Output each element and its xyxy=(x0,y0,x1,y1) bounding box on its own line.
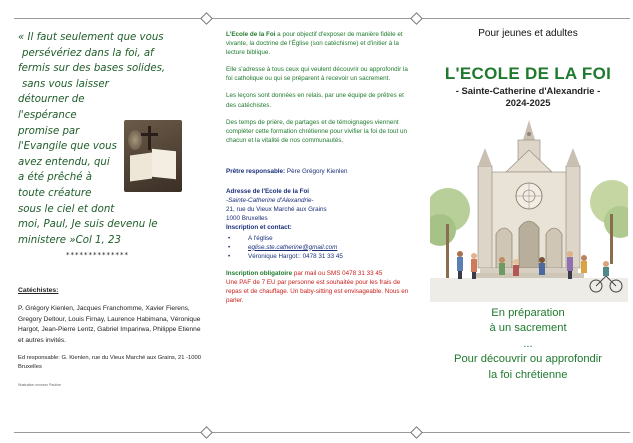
top-rule-middle xyxy=(212,18,416,19)
paf-text: Une PAF de 7 EU par personne est souhaitée pour les frais de repas et de chauffage. Un baby-sitting est envisageable. Nous en parler. xyxy=(226,278,409,305)
contact-heading: Inscription et contact: xyxy=(226,224,292,232)
quote-line: l'espérance xyxy=(18,109,77,121)
bottom-rule-left xyxy=(14,432,206,433)
quote-line: « Il faut seulement que vous xyxy=(18,32,164,43)
intro-bold: L'Ecole de la Foi xyxy=(226,31,276,38)
intro-text: a pour objectif d'exposer de manière fidèle et vivante, la doctrine de l'Église (son catéchisme) et d'initier à la lecture biblique. xyxy=(226,31,403,57)
prep-line: Pour découvrir ou approfondir xyxy=(453,353,602,366)
priest-label: Prêtre responsable: xyxy=(226,167,286,175)
parish-subtitle: - Sainte-Catherine d'Alexandrie - xyxy=(455,85,601,96)
address-line-2: 21, rue du Vieux Marché aux Grains xyxy=(226,206,327,214)
quote-line: sous le ciel et dont xyxy=(18,203,115,215)
bible-photo xyxy=(124,120,182,192)
priest-name: Père Grégory Kienlen xyxy=(285,167,348,175)
stars-divider: ************** xyxy=(66,251,129,260)
registration-bold: Inscription obligatoire xyxy=(226,269,293,277)
address-line-3: 1000 Bruxelles xyxy=(226,215,268,223)
cross-bar xyxy=(141,133,158,136)
right-panel xyxy=(428,30,628,429)
lessons-paragraph: Les leçons sont données en relais, par une équipe de prêtres et des catéchistes. xyxy=(226,92,404,109)
glass-shape xyxy=(128,130,142,150)
registration-line xyxy=(226,269,414,278)
illustration-credit: Illustration xxxxxxx Pauline xyxy=(18,383,61,388)
contact-phone: • Véronique Hargot:: 0478 31 33 45 xyxy=(226,252,414,261)
prep-line: En préparation xyxy=(491,307,565,319)
audience-tagline: Pour jeunes et adultes xyxy=(478,28,578,39)
brochure-title: L'ECOLE DE LA FOI xyxy=(444,64,612,83)
registration-block xyxy=(226,269,414,305)
top-rule-right xyxy=(422,18,630,19)
catechists-block xyxy=(18,286,204,390)
contact-email-link[interactable]: • eglise.ste.catherine@gmail.com xyxy=(226,243,414,252)
contact-list xyxy=(226,234,414,261)
cross-icon xyxy=(148,126,151,150)
quote-line: toute créature xyxy=(18,187,92,199)
top-rule-left xyxy=(14,18,206,19)
bottom-rule-right xyxy=(422,432,630,433)
fold-marker-top-2 xyxy=(410,12,423,25)
quote-line: fermis sur des bases solides, xyxy=(18,63,166,75)
quote-line: sans vous laisser xyxy=(22,78,109,90)
prep-line: à un sacrement xyxy=(489,322,567,335)
quote-line: avez entendu, qui xyxy=(18,156,110,168)
preparation-text xyxy=(428,306,628,383)
address-heading: Adresse de l'Ecole de la Foi xyxy=(226,188,310,196)
intro-paragraph xyxy=(226,30,414,57)
prep-line: la foi chrétienne xyxy=(488,368,568,381)
catechists-list: P. Grégory Kienlen, Jacques Franchomme, Xavier Fierens, Gregory Deltour, Louis Firnay, Laurence Habimana, Véronique Hargot, Jean-Pierre Lentz, Gabriel Imparirwa, Philippe Etienne et autres invités. xyxy=(18,305,201,344)
editor-responsible: Ed responsable: G. Kienlen, rue du Vieux Marché aux Grains, 21 -1000 Bruxelles xyxy=(18,355,201,371)
quote-line: ministere »Col 1, 23 xyxy=(18,234,121,246)
bible-page-left xyxy=(130,152,152,181)
quote-line: promise par xyxy=(18,125,80,137)
bottom-rule-middle xyxy=(212,432,416,433)
bible-page-right xyxy=(152,149,176,180)
address-block xyxy=(226,187,414,261)
priest-line xyxy=(226,167,414,176)
quote-line: moi, Paul, Je suis devenu le xyxy=(18,219,158,231)
quote-line: persévériez dans la foi, af xyxy=(22,47,154,59)
contact-church: • A l'église xyxy=(226,234,414,243)
prep-line: ... xyxy=(523,337,533,350)
registration-text: par mail ou SMS 0478 31 33 45 xyxy=(292,269,383,277)
audience-paragraph: Elle s'adresse à tous ceux qui veulent découvrir ou approfondir la foi catholique ou qui se préparent à recevoir un sacrement. xyxy=(226,66,408,83)
middle-panel xyxy=(226,30,414,429)
left-panel xyxy=(18,30,204,429)
prayer-paragraph: Des temps de prière, de partages et de témoignages viennent compléter cette formation chrétienne pour vivifier la foi de tout un chacun et la vitalité de nos communautés. xyxy=(226,118,407,144)
fold-marker-top-1 xyxy=(200,12,213,25)
year-subtitle: 2024-2025 xyxy=(505,97,551,108)
quote-line: l'Evangile que vous xyxy=(18,141,117,153)
quote-line: a été prêché à xyxy=(18,172,92,184)
catechists-heading: Catéchistes: xyxy=(18,287,59,294)
address-line-1: -Sainte-Catherine d'Alexandrie- xyxy=(226,197,314,205)
church-illustration xyxy=(430,114,628,302)
quote-line: détourner de xyxy=(18,94,85,106)
